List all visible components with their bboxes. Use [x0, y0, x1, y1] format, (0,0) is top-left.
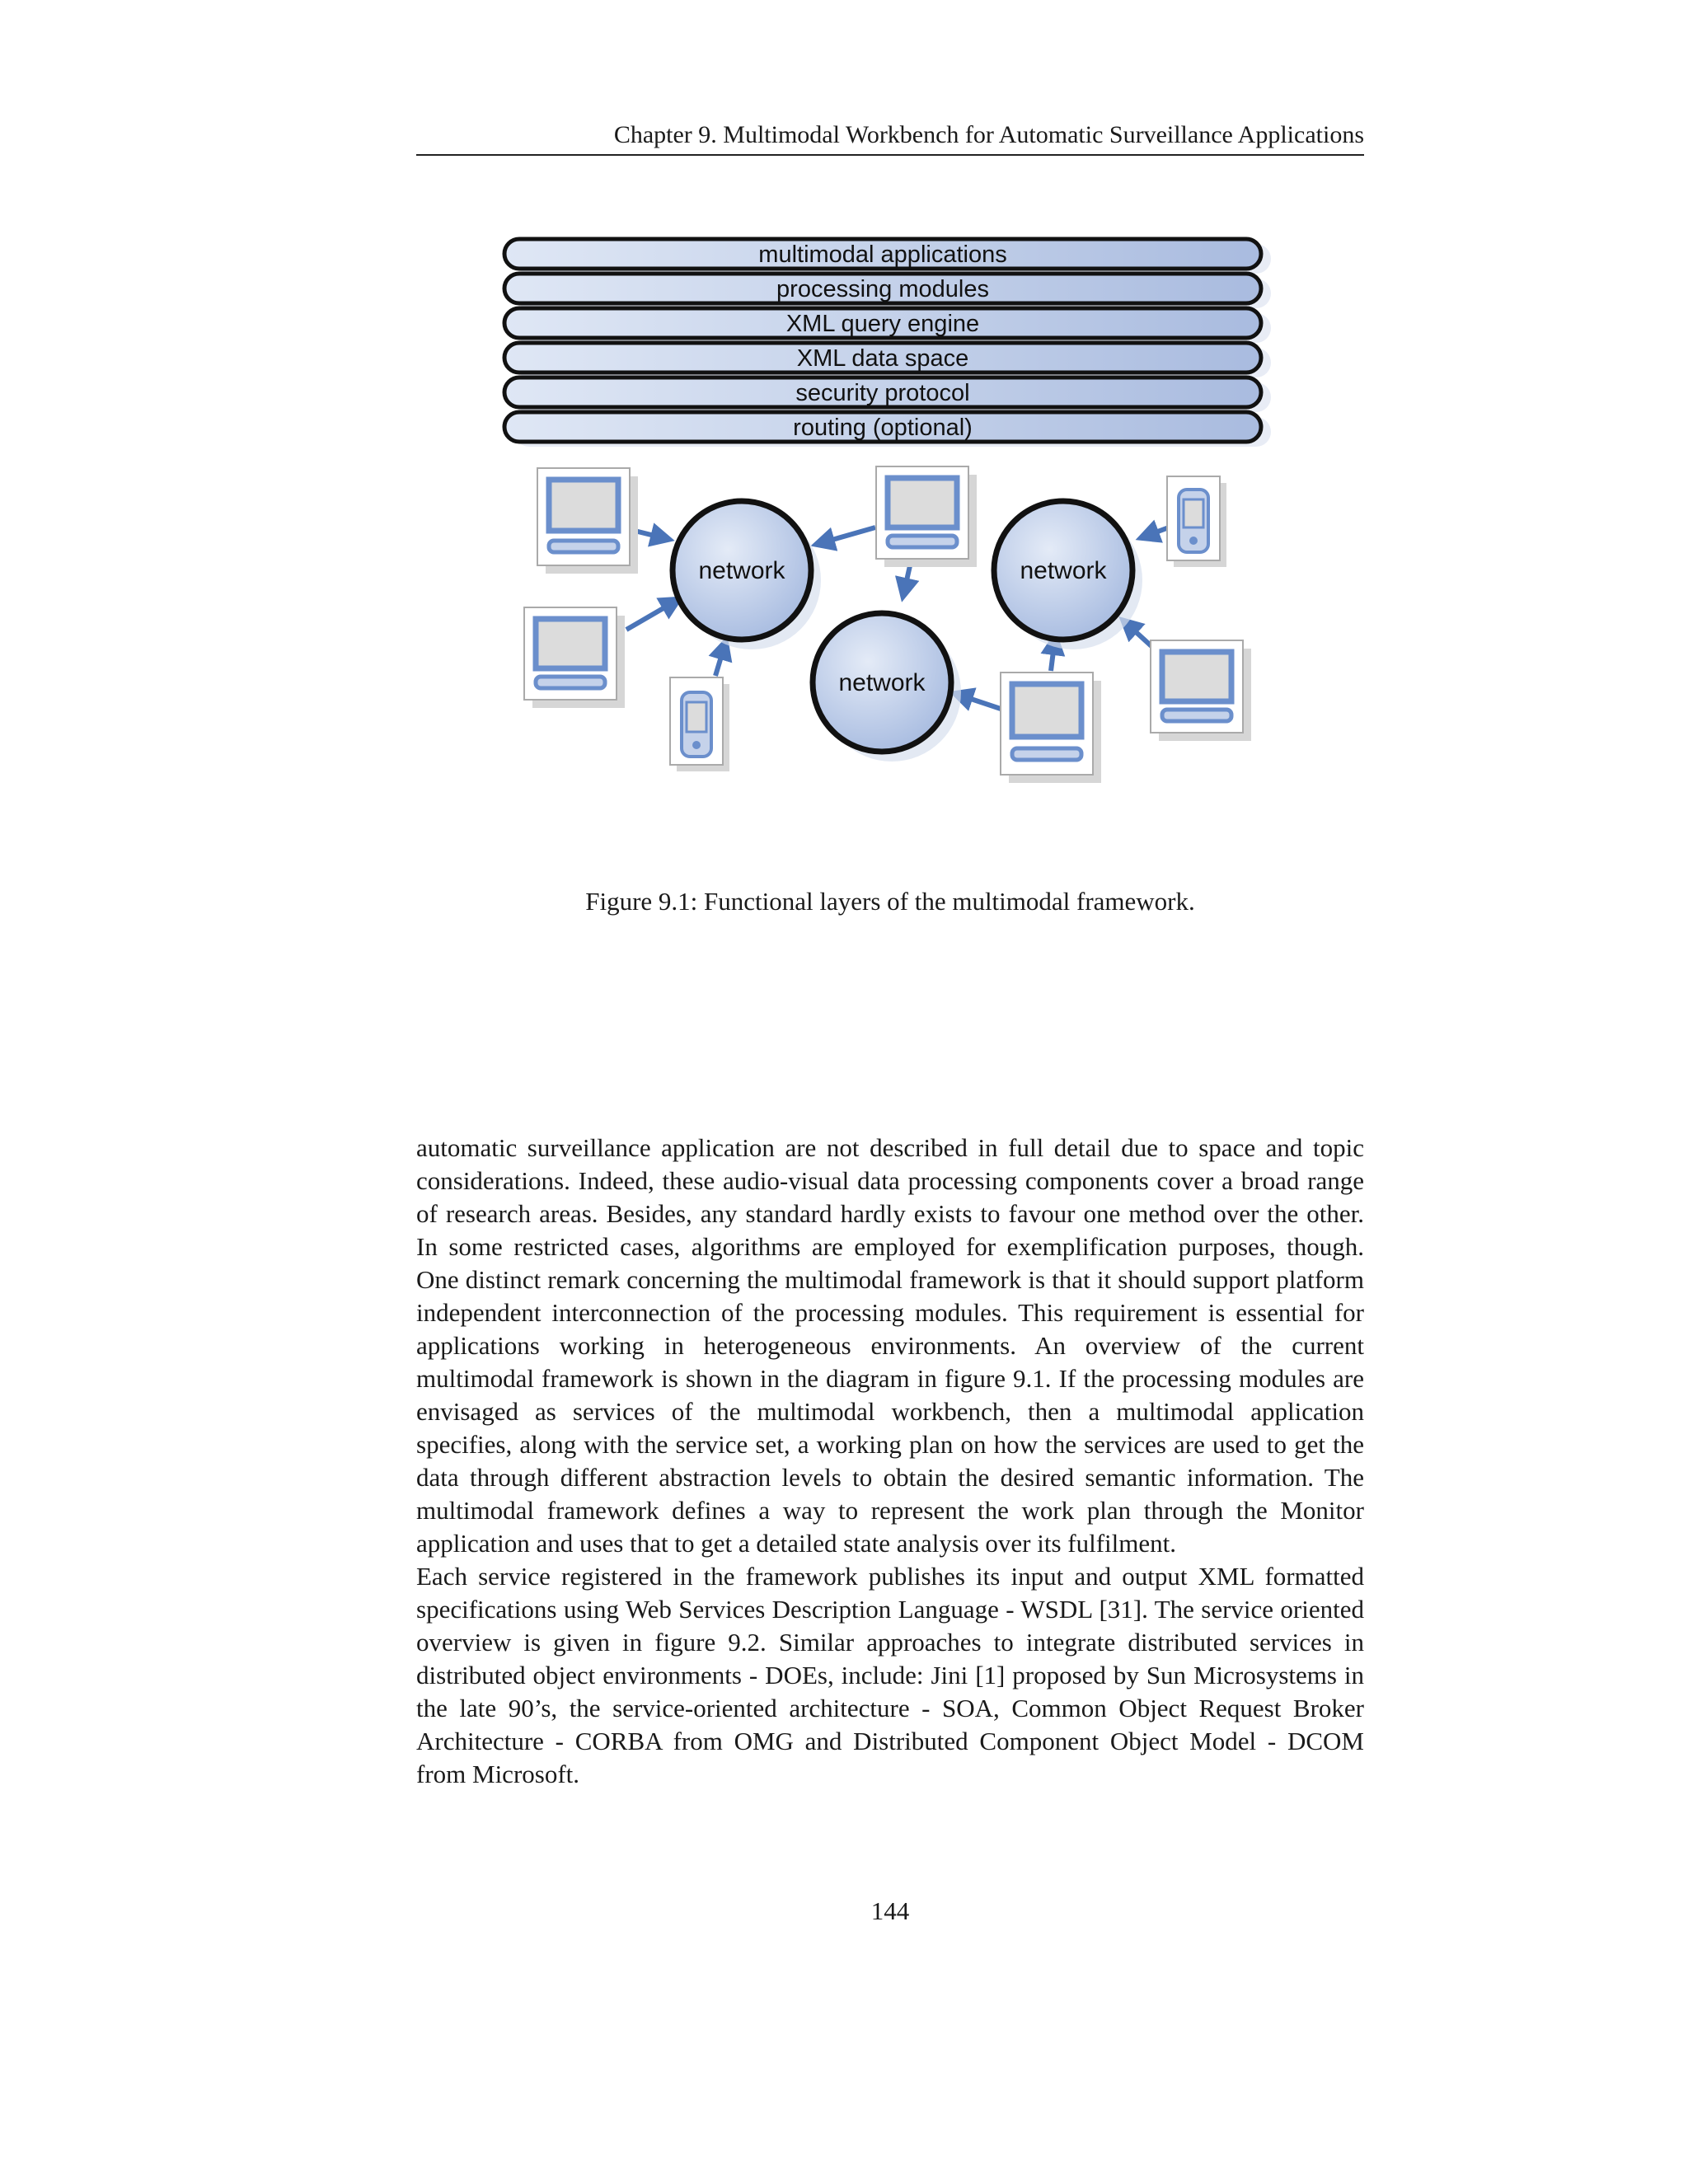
layer-label: processing modules	[776, 276, 989, 302]
running-header: Chapter 9. Multimodal Workbench for Automatic Surveillance Applications	[416, 118, 1364, 156]
pda-device-icon	[670, 677, 729, 771]
desktop-computer-icon	[876, 466, 977, 567]
page-number: 144	[870, 1896, 910, 1925]
network-node-center	[813, 613, 961, 762]
arrow-desktop1-net1	[635, 531, 668, 539]
layer-label: security protocol	[795, 380, 970, 406]
arrow-desktop5-net3	[1124, 621, 1151, 646]
paragraph: Each service registered in the framework publishes its input and output XML formatted specifications using Web Services Description Language - WSDL [31]. The service oriented overview is given in figure 9.2. Similar approaches to integrate distributed services in distributed object environments - DOEs, include: Jini [1] proposed by Sun Microsystems in the late 90’s, the service-oriented architecture - SOA, Common Object Request Broker Architecture - CORBA from OMG and Distributed Component Object Model - DCOM from Microsoft.	[416, 1562, 1364, 1788]
arrow-desktop3-net1	[818, 527, 875, 544]
layer-label: XML query engine	[785, 311, 980, 337]
desktop-computer-icon	[537, 468, 638, 574]
layer-routing	[504, 412, 1271, 447]
paragraph: automatic surveillance application are not described in full detail due to space and topic considerations. Indeed, these audio-visual data processing components cover a broad range of research areas. Besides, any standard hardly exists to favour one method over the other. In some restricted cases, algorithms are employed for exemplification purposes, though. One distinct remark concerning the multimodal framework is that it should support platform independent interconnection of the processing modules. This requirement is essential for applications working in heterogeneous environments. An overview of the current multimodal framework is shown in the diagram in figure 9.1. If the processing modules are envisaged as services of the multimodal workbench, then a multimodal application specifies, along with the service set, a working plan on how the services are used to get the data through different abstraction levels to obtain the desired semantic information. The multimodal framework defines a way to represent the work plan through the Monitor application and uses that to get a detailed state analysis over its fulfilment.	[416, 1133, 1364, 1558]
arrow-desktop4-net2	[956, 694, 1001, 709]
network-node-right	[994, 501, 1142, 649]
network-label: network	[838, 669, 926, 696]
figure-caption: Figure 9.1: Functional layers of the multimodal framework.	[585, 887, 1195, 916]
layer-stack	[504, 239, 1271, 447]
pda-device-icon	[1167, 476, 1226, 567]
body-text	[416, 1132, 1364, 1791]
network-label: network	[1020, 557, 1107, 584]
layer-label: multimodal applications	[758, 241, 1007, 268]
layer-label: routing (optional)	[793, 415, 973, 441]
framework-diagram	[495, 232, 1286, 801]
layer-multimodal-applications	[504, 239, 1271, 274]
arrow-pda1-net1	[715, 643, 725, 676]
layer-security-protocol	[504, 377, 1271, 412]
network-label: network	[698, 557, 785, 584]
network-node-left	[673, 501, 821, 649]
desktop-computer-icon	[524, 607, 625, 708]
desktop-computer-icon	[1151, 640, 1251, 741]
desktop-computer-icon	[1001, 673, 1101, 783]
arrow-desktop2-net1	[626, 600, 678, 630]
layer-xml-query-engine	[504, 308, 1271, 343]
layer-label: XML data space	[796, 345, 969, 372]
arrow-pda2-net3	[1142, 527, 1169, 537]
layer-xml-data-space	[504, 343, 1271, 377]
layer-processing-modules	[504, 274, 1271, 308]
